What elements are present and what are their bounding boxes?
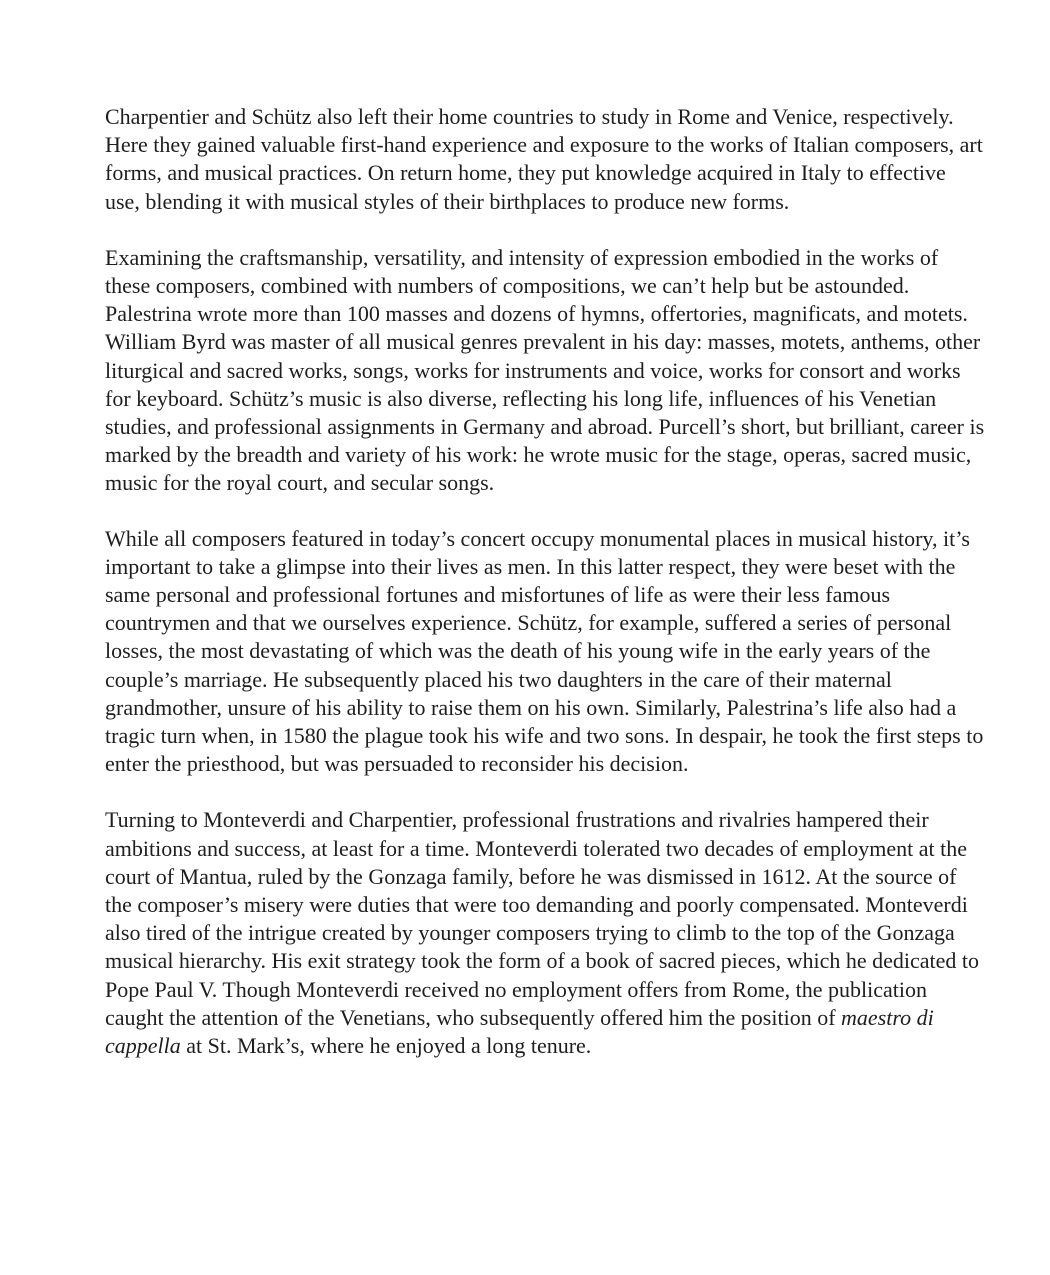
paragraph-4-text: Turning to Monteverdi and Charpentier, professional frustrations and rivalries hampered their ambitions and success, at least for a time. Monteverdi tolerated two decades of employment at the court of Mantua, ruled by the Gonzaga family, before he was dismissed in 1612. At the source of the composer’s misery were duties that were too demanding and poorly compensated. Monteverdi also tired of the intrigue created by younger composers trying to climb to the top of the Gonzaga musical hierarchy. His exit strategy took the form of a book of sacred pieces, which he dedicated to Pope Paul V. Though Monteverdi received no employment offers from Rome, the publication caught the attention of the Venetians, who subsequently offered him the position of	[105, 807, 979, 1030]
paragraph-3: While all composers featured in today’s concert occupy monumental places in musical history, it’s important to take a glimpse into their lives as men. In this latter respect, they were beset with the same personal and professional fortunes and misfortunes of life as were their less famous countrymen and that we ourselves experience. Schütz, for example, suffered a series of personal losses, the most devastating of which was the death of his young wife in the early years of the couple’s marriage. He subsequently placed his two daughters in the care of their maternal grandmother, unsure of his ability to raise them on his own. Similarly, Palestrina’s life also had a tragic turn when, in 1580 the plague took his wife and two sons. In despair, he took the first steps to enter the priesthood, but was persuaded to reconsider his decision.	[105, 525, 984, 777]
paragraph-2: Examining the craftsmanship, versatility, and intensity of expression embodied in the works of these composers, combined with numbers of compositions, we can’t help but be astounded. Palestrina wrote more than 100 masses and dozens of hymns, offertories, magnificats, and motets. William Byrd was master of all musical genres prevalent in his day: masses, motets, anthems, other liturgical and sacred works, songs, works for instruments and voice, works for consort and works for keyboard. Schütz’s music is also diverse, reflecting his long life, influences of his Venetian studies, and professional assignments in Germany and abroad. Purcell’s short, but brilliant, career is marked by the breadth and variety of his work: he wrote music for the stage, operas, sacred music, music for the royal court, and secular songs.	[105, 244, 985, 496]
paragraph-4	[105, 806, 985, 1060]
italic-term: maestro di cappella	[105, 1004, 934, 1059]
paragraph-4-ending: at St. Mark’s, where he enjoyed a long tenure.	[180, 1033, 592, 1059]
document-body	[105, 103, 985, 1088]
paragraph-1: Charpentier and Schütz also left their home countries to study in Rome and Venice, respectively. Here they gained valuable first-hand experience and exposure to the works of Italian composers, art forms, and musical practices. On return home, they put knowledge acquired in Italy to effective use, blending it with musical styles of their birthplaces to produce new forms.	[105, 104, 983, 214]
